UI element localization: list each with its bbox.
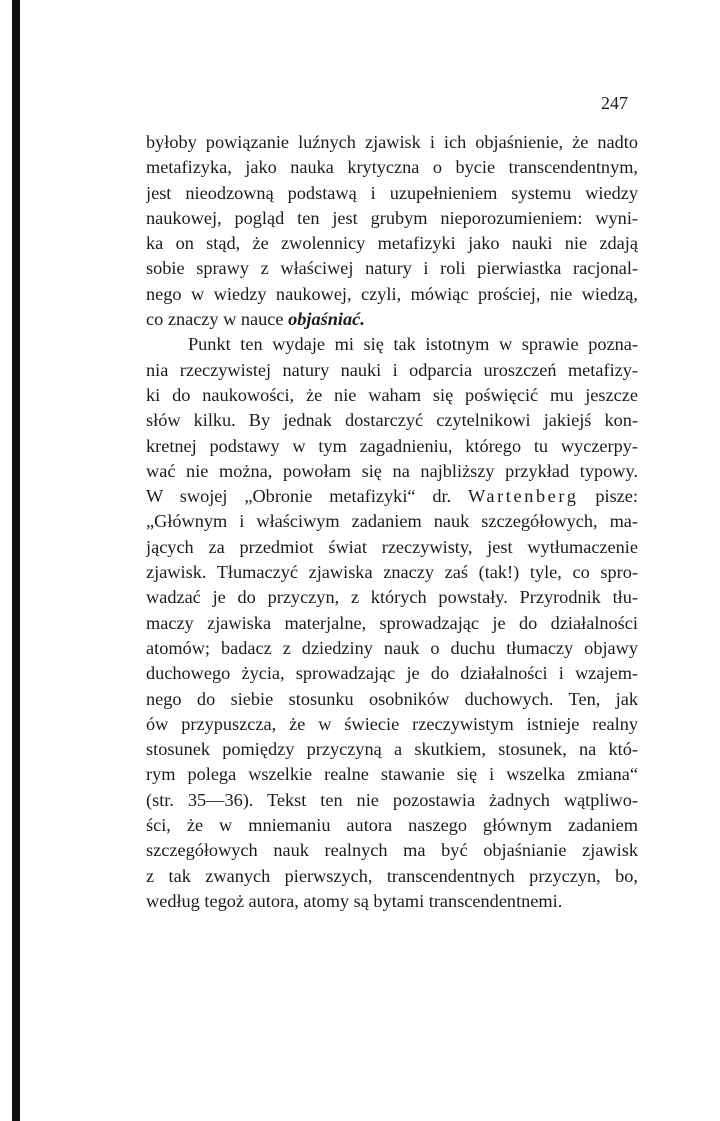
- text-line: kretnej podstawy w tym zagadnieniu, którego tu wyczerpy-: [146, 435, 638, 456]
- text-line: nego do siebie stosunku osobników duchowych. Ten, jak: [146, 688, 638, 709]
- text-line: rym polega wszelkie realne stawanie się i wszelka zmiana“: [146, 764, 638, 785]
- text-fragment: W swojej „Obronie metafizyki“ dr.: [146, 486, 469, 507]
- text-line: ki do naukowości, że nie waham się poświęcić mu jeszcze: [146, 384, 638, 405]
- text-line: [146, 307, 638, 332]
- text-line: wać nie można, powołam się na najbliższy przykład typowy.: [146, 460, 638, 481]
- text-line: atomów; badacz z dziedziny nauk o duchu tłumaczy objawy: [146, 637, 638, 658]
- text-line: „Głównym i właściwym zadaniem nauk szczegółowych, ma-: [146, 511, 638, 532]
- author-name: Wartenberg: [468, 486, 579, 507]
- text-line: ści, że w mniemaniu autora naszego głównym zadaniem: [146, 815, 638, 836]
- text-line: zjawisk. Tłumaczyć zjawiska znaczy zaś (tak!) tyle, co spro-: [146, 562, 638, 583]
- page-number: 247: [601, 93, 628, 113]
- binding-edge: [12, 0, 20, 1121]
- text-line: (str. 35—36). Tekst ten nie pozostawia żadnych wątpliwo-: [146, 789, 638, 810]
- text-line: byłoby powiązanie luźnych zjawisk i ich objaśnienie, że nadto: [146, 132, 638, 152]
- text-line: sobie sprawy z właściwej natury i roli pierwiastka racjonal-: [146, 258, 638, 279]
- text-line: z tak zwanych pierwszych, transcendentnych przyczyn, bo,: [146, 865, 638, 886]
- text-line: według tegoż autora, atomy są bytami transcendentnemi.: [146, 890, 563, 911]
- text-line: nia rzeczywistej natury nauki i odparcia uroszczeń metafizy-: [146, 359, 638, 380]
- emphasized-word: objaśniać.: [288, 309, 365, 330]
- text-line: jest nieodzowną podstawą i uzupełnieniem systemu wiedzy: [146, 182, 638, 203]
- text-line: maczy zjawiska materjalne, sprowadzając je do działalności: [146, 612, 638, 633]
- text-line: słów kilku. By jednak dostarczyć czytelnikowi jakiejś kon-: [146, 410, 638, 431]
- text-line: metafizyka, jako nauka krytyczna o bycie transcendentnym,: [146, 157, 638, 178]
- text-line: ka on stąd, że zwolennicy metafizyki jako nauki nie zdają: [146, 233, 638, 254]
- text-line: jących za przedmiot świat rzeczywisty, jest wytłumaczenie: [146, 536, 638, 557]
- text-fragment: pisze:: [578, 486, 638, 507]
- text-line: ów przypuszcza, że w świecie rzeczywistym istnieje realny: [146, 713, 638, 734]
- text-fragment: co znaczy w nauce: [146, 309, 289, 330]
- text-line: naukowej, pogląd ten jest grubym nieporozumieniem: wyni-: [146, 207, 638, 228]
- body-text: [146, 130, 638, 914]
- text-line: szczegółowych nauk realnych ma być objaśnianie zjawisk: [146, 840, 638, 861]
- text-line: duchowego życia, sprowadzając je do działalności i wzajem-: [146, 663, 638, 684]
- text-line: wadzać je do przyczyn, z których powstały. Przyrodnik tłu-: [146, 587, 638, 608]
- text-line: nego w wiedzy naukowej, czyli, mówiąc prościej, nie wiedzą,: [146, 283, 638, 304]
- paragraph-start-line: Punkt ten wydaje mi się tak istotnym w sprawie pozna-: [188, 334, 638, 355]
- text-line: [146, 484, 638, 509]
- text-line: stosunek pomiędzy przyczyną a skutkiem, stosunek, na któ-: [146, 739, 638, 760]
